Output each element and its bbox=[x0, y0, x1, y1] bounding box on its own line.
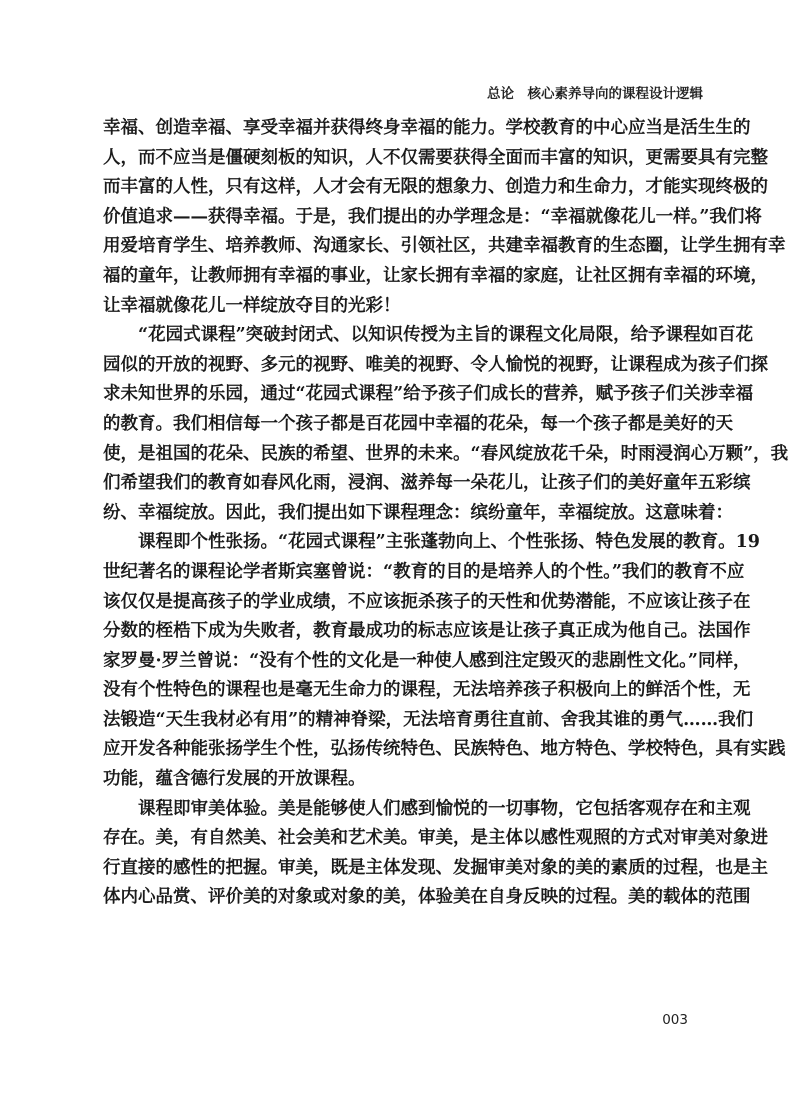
text-line: 行直接的感性的把握。审美，既是主体发现、发掘审美对象的美的素质的过程，也是主 bbox=[103, 857, 768, 878]
text-line: 应开发各种能张扬学生个性，弘扬传统特色、民族特色、地方特色、学校特色，具有实践 bbox=[103, 739, 786, 760]
running-header: 总论 核心素养导向的课程设计逻辑 bbox=[487, 86, 703, 102]
text-line: 的教育。我们相信每一个孩子都是百花园中幸福的花朵，每一个孩子都是美好的天 bbox=[103, 413, 733, 434]
text-line: 家罗曼·罗兰曾说：“没有个性的文化是一种使人感到注定毁灭的悲剧性文化。”同样， bbox=[103, 650, 751, 671]
text-line: 园似的开放的视野、多元的视野、唯美的视野、令人愉悦的视野，让课程成为孩子们探 bbox=[103, 354, 768, 375]
text-line: 福的童年，让教师拥有幸福的事业，让家长拥有幸福的家庭，让社区拥有幸福的环境， bbox=[103, 265, 768, 286]
paragraph-first-line: 课程即个性张扬。“花园式课程”主张蓬勃向上、个性张扬、特色发展的教育。19 bbox=[138, 532, 760, 553]
paragraph-first-line: “花园式课程”突破封闭式、以知识传授为主旨的课程文化局限，给予课程如百花 bbox=[138, 325, 754, 346]
text-line: 们希望我们的教育如春风化雨，浸润、滋养每一朵花儿，让孩子们的美好童年五彩缤 bbox=[103, 473, 751, 494]
text-line: 用爱培育学生、培养教师、沟通家长、引领社区，共建幸福教育的生态圈，让学生拥有幸 bbox=[103, 236, 786, 257]
text-line: 让幸福就像花儿一样绽放夺目的光彩！ bbox=[103, 295, 401, 316]
text-line: 功能，蕴含德行发展的开放课程。 bbox=[103, 769, 366, 790]
text-line: 价值追求——获得幸福。于是，我们提出的办学理念是：“幸福就像花儿一样。”我们将 bbox=[103, 206, 762, 227]
text-line: 分数的桎梏下成为失败者，教育最成功的标志应该是让孩子真正成为他自己。法国作 bbox=[103, 621, 751, 642]
text-line: 人，而不应当是僵硬刻板的知识，人不仅需要获得全面而丰富的知识，更需要具有完整 bbox=[103, 147, 768, 168]
text-line: 纷、幸福绽放。因此，我们提出如下课程理念：缤纷童年，幸福绽放。这意味着： bbox=[103, 502, 733, 523]
text-line: 法锻造“天生我材必有用”的精神脊梁，无法培育勇往直前、舍我其谁的勇气……我们 bbox=[103, 709, 754, 730]
text-line: 存在。美，有自然美、社会美和艺术美。审美，是主体以感性观照的方式对审美对象进 bbox=[103, 828, 768, 849]
paragraph-first-line: 课程即审美体验。美是能够使人们感到愉悦的一切事物，它包括客观存在和主观 bbox=[138, 798, 751, 819]
body-text bbox=[103, 114, 789, 913]
text-line: 而丰富的人性，只有这样，人才会有无限的想象力、创造力和生命力，才能实现终极的 bbox=[103, 177, 768, 198]
text-line: 该仅仅是提高孩子的学业成绩，不应该扼杀孩子的天性和优势潜能，不应该让孩子在 bbox=[103, 591, 751, 612]
page-number: 003 bbox=[662, 1012, 688, 1028]
text-line: 世纪著名的课程论学者斯宾塞曾说：“教育的目的是培养人的个性。”我们的教育不应 bbox=[103, 561, 745, 582]
text-line: 体内心品赏、评价美的对象或对象的美，体验美在自身反映的过程。美的载体的范围 bbox=[103, 887, 751, 908]
text-line: 使，是祖国的花朵、民族的希望、世界的未来。“春风绽放花千朵，时雨浸润心万颗”，我 bbox=[103, 443, 789, 464]
text-line: 幸福、创造幸福、享受幸福并获得终身幸福的能力。学校教育的中心应当是活生生的 bbox=[103, 118, 751, 138]
text-line: 没有个性特色的课程也是毫无生命力的课程，无法培养孩子积极向上的鲜活个性，无 bbox=[103, 680, 751, 701]
text-line: 求未知世界的乐园，通过“花园式课程”给予孩子们成长的营养，赋予孩子们关涉幸福 bbox=[103, 384, 754, 405]
